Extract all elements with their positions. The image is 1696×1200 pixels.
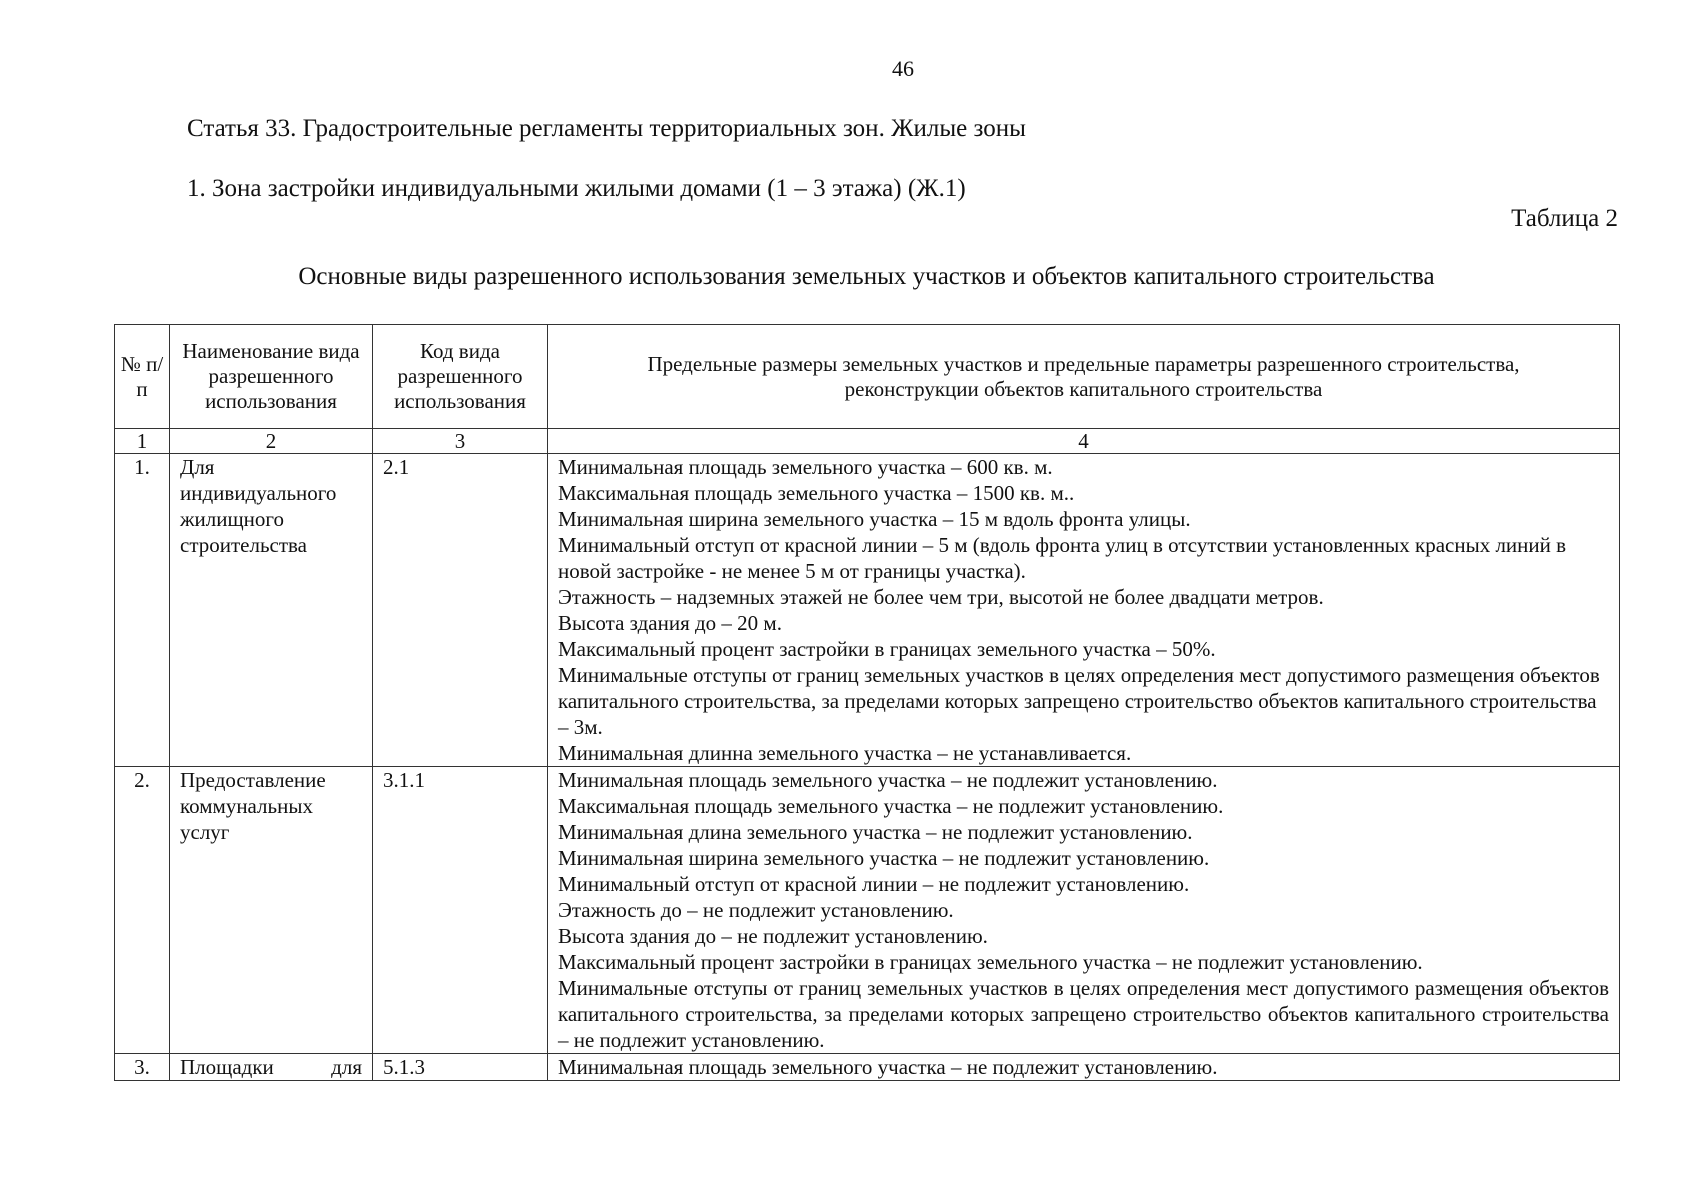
param-line: Максимальный процент застройки в границах земельного участка – 50%. <box>558 637 1216 661</box>
param-line: Минимальная площадь земельного участка – не подлежит установлению. <box>558 1055 1218 1079</box>
param-line: Минимальные отступы от границ земельных участков в целях определения мест допустимого размещения объектов капитального строительства, за пределами которых запрещено строительство объектов капитального строительства – 3м. <box>558 663 1600 739</box>
header-num: № п/п <box>115 325 170 429</box>
table-row <box>115 1054 1620 1081</box>
param-line: Максимальная площадь земельного участка – не подлежит установлению. <box>558 794 1224 818</box>
table-header-row <box>115 325 1620 429</box>
param-line: Этажность – надземных этажей не более чем три, высотой не более двадцати метров. <box>558 585 1324 609</box>
header-params: Предельные размеры земельных участков и предельные параметры разрешенного строительства, реконструкции объектов капитального строительства <box>548 325 1620 429</box>
row-num: 3. <box>115 1054 170 1081</box>
param-line: Минимальная длинна земельного участка – не устанавливается. <box>558 741 1132 765</box>
param-line: Этажность до – не подлежит установлению. <box>558 898 954 922</box>
param-line: Минимальный отступ от красной линии – не подлежит установлению. <box>558 872 1190 896</box>
column-index: 1 <box>115 429 170 454</box>
param-line: Минимальная ширина земельного участка – не подлежит установлению. <box>558 846 1210 870</box>
table-heading: Основные виды разрешенного использования земельных участков и объектов капитального строительства <box>298 263 1435 290</box>
article-title: Статья 33. Градостроительные регламенты территориальных зон. Жилые зоны <box>187 115 1026 142</box>
row-name: Для индивидуального жилищного строительства <box>170 454 373 767</box>
row-params <box>548 1054 1620 1081</box>
column-index: 4 <box>548 429 1620 454</box>
table-index-row <box>115 429 1620 454</box>
row-code: 3.1.1 <box>373 767 548 1054</box>
row-code: 5.1.3 <box>373 1054 548 1081</box>
row-params <box>548 767 1620 1054</box>
param-line: Минимальная ширина земельного участка – 15 м вдоль фронта улицы. <box>558 507 1191 531</box>
param-line: Высота здания до – не подлежит установлению. <box>558 924 988 948</box>
param-line: Минимальная площадь земельного участка – 600 кв. м. <box>558 455 1053 479</box>
regulations-table <box>114 324 1620 1081</box>
table-label: Таблица 2 <box>1511 205 1618 232</box>
table-row <box>115 767 1620 1054</box>
zone-title: 1. Зона застройки индивидуальными жилыми домами (1 – 3 этажа) (Ж.1) <box>187 175 966 202</box>
param-line: Минимальная длина земельного участка – не подлежит установлению. <box>558 820 1193 844</box>
param-line: Высота здания до – 20 м. <box>558 611 782 635</box>
column-index: 2 <box>170 429 373 454</box>
row-name: Предоставление коммунальных услуг <box>170 767 373 1054</box>
row-code: 2.1 <box>373 454 548 767</box>
row-params <box>548 454 1620 767</box>
param-line: Минимальные отступы от границ земельных участков в целях определения мест допустимого размещения объектов капитального строительства, за пределами которых запрещено строительство объектов капитального строительства – не подлежит установлению. <box>558 976 1609 1052</box>
table-row <box>115 454 1620 767</box>
header-name: Наименование вида разрешенного использования <box>170 325 373 429</box>
column-index: 3 <box>373 429 548 454</box>
row-num: 1. <box>115 454 170 767</box>
row-num: 2. <box>115 767 170 1054</box>
header-code: Код вида разрешенного использования <box>373 325 548 429</box>
page-number: 46 <box>892 56 914 81</box>
row-name: Площадки для <box>170 1054 373 1081</box>
param-line: Максимальный процент застройки в границах земельного участка – не подлежит установлению. <box>558 950 1423 974</box>
param-line: Максимальная площадь земельного участка – 1500 кв. м.. <box>558 481 1075 505</box>
param-line: Минимальная площадь земельного участка – не подлежит установлению. <box>558 768 1218 792</box>
param-line: Минимальный отступ от красной линии – 5 м (вдоль фронта улиц в отсутствии установленных красных линий в новой застройке - не менее 5 м от границы участка). <box>558 533 1567 583</box>
